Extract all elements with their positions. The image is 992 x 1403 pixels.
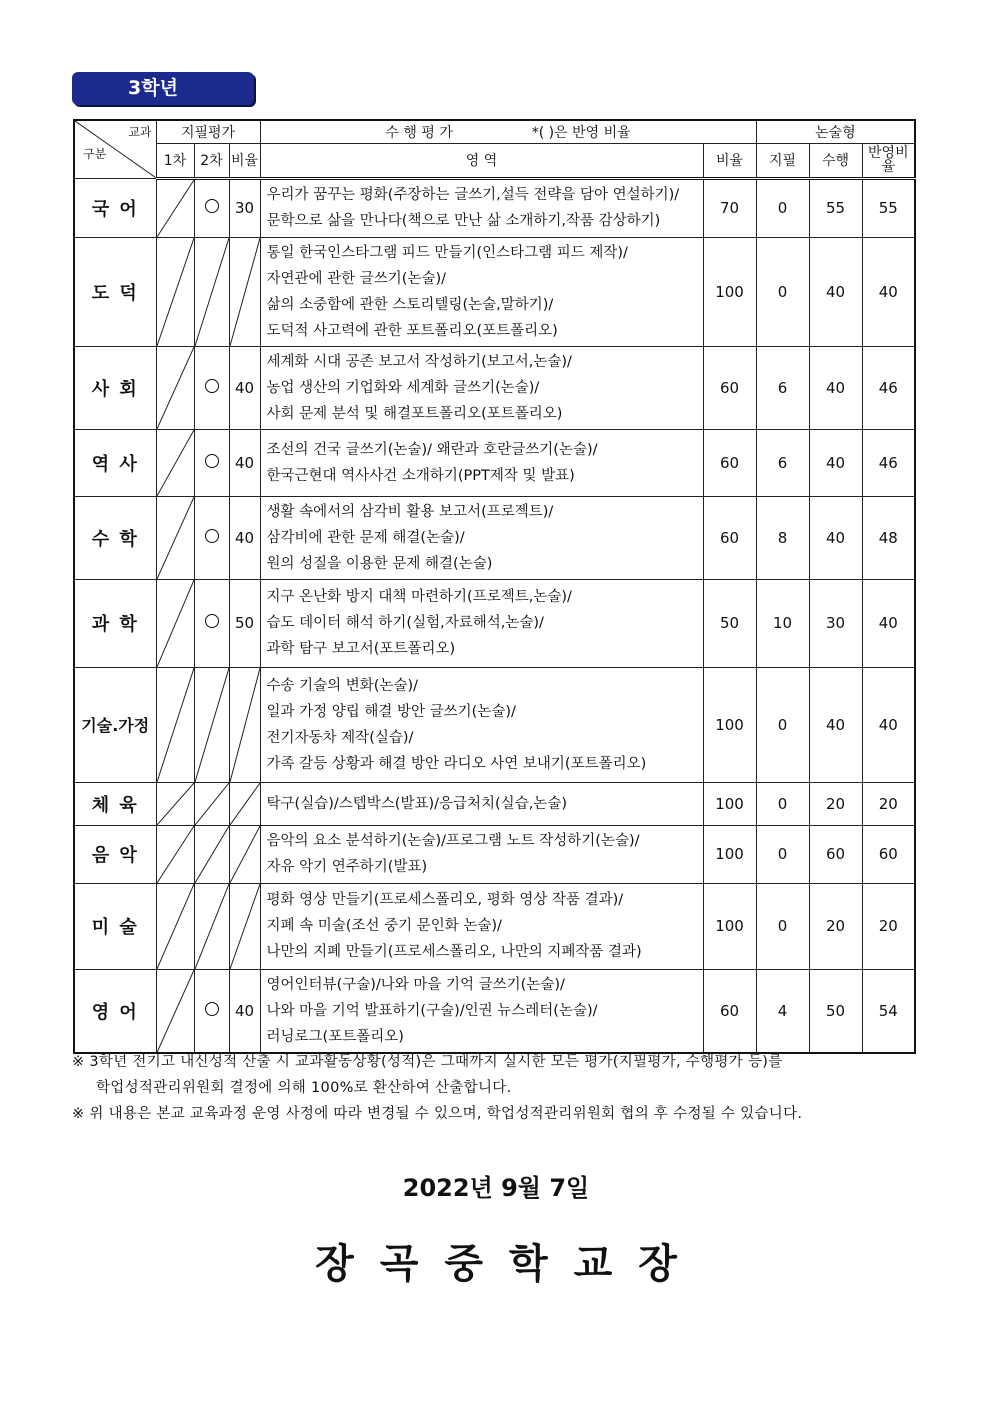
header-performance: 수 행 평 가 *( )은 반영 비율 xyxy=(260,120,756,143)
first-exam-empty xyxy=(156,579,194,667)
second-exam-mark xyxy=(194,579,229,667)
second-exam-mark xyxy=(194,429,229,496)
footnote-1-continued: 학업성적관리위원회 결정에 의해 100%로 환산하여 산출합니다. xyxy=(96,1080,512,1096)
essay-ratio: 60 xyxy=(862,825,915,883)
written-ratio: 40 xyxy=(229,496,260,579)
performance-areas xyxy=(260,883,703,969)
essay-written: 10 xyxy=(756,579,809,667)
table-row xyxy=(74,883,915,969)
evaluation-table xyxy=(73,119,916,1054)
subject-name: 미 술 xyxy=(74,883,156,969)
footnotes xyxy=(72,1049,922,1127)
essay-performance: 60 xyxy=(809,825,862,883)
area-item: 지구 온난화 방지 대책 마련하기(프로젝트,논술)/ xyxy=(266,589,572,605)
first-exam-empty xyxy=(156,782,194,825)
first-exam-empty xyxy=(156,667,194,782)
first-exam-empty xyxy=(156,969,194,1053)
essay-performance: 20 xyxy=(809,782,862,825)
subject-name: 기술.가정 xyxy=(74,667,156,782)
first-exam-empty xyxy=(156,346,194,429)
essay-written: 0 xyxy=(756,883,809,969)
area-item: 도덕적 사고력에 관한 포트폴리오(포트폴리오) xyxy=(266,322,558,339)
header-performance-note: *( )은 반영 비율 xyxy=(531,124,631,141)
performance-ratio: 100 xyxy=(703,667,756,782)
subject-name: 역 사 xyxy=(74,429,156,496)
area-item: 삼각비에 관한 문제 해결(논술)/ xyxy=(266,529,465,546)
performance-areas xyxy=(260,825,703,883)
essay-written: 0 xyxy=(756,825,809,883)
header-essay-ratio: 반영비 율 xyxy=(862,143,915,178)
essay-written: 0 xyxy=(756,178,809,237)
written-ratio-empty xyxy=(229,825,260,883)
table-row xyxy=(74,237,915,346)
area-item: 전기자동차 제작(실습)/ xyxy=(266,729,414,746)
essay-ratio: 46 xyxy=(862,429,915,496)
subject-name: 사 회 xyxy=(74,346,156,429)
subject-name: 영 어 xyxy=(74,969,156,1053)
performance-areas xyxy=(260,429,703,496)
area-item: 과학 탐구 보고서(포트폴리오) xyxy=(266,641,456,657)
header-essay-written: 지필 xyxy=(756,143,809,178)
area-item: 평화 영상 만들기(프로세스폴리오, 평화 영상 작품 결과)/ xyxy=(266,892,624,908)
performance-ratio: 60 xyxy=(703,346,756,429)
essay-ratio: 46 xyxy=(862,346,915,429)
performance-areas xyxy=(260,667,703,782)
written-ratio: 50 xyxy=(229,579,260,667)
area-item: 나만의 지폐 만들기(프로세스폴리오, 나만의 지폐작품 결과) xyxy=(266,944,642,960)
area-item: 지폐 속 미술(조선 중기 문인화 논술)/ xyxy=(266,918,502,934)
area-item: 세계화 시대 공존 보고서 작성하기(보고서,논술)/ xyxy=(266,353,572,370)
subject-name: 수 학 xyxy=(74,496,156,579)
area-item: 습도 데이터 해석 하기(실험,자료해석,논술)/ xyxy=(266,615,544,631)
performance-ratio: 100 xyxy=(703,825,756,883)
essay-performance: 30 xyxy=(809,579,862,667)
performance-ratio: 70 xyxy=(703,178,756,237)
performance-ratio: 50 xyxy=(703,579,756,667)
header-ratio: 비율 xyxy=(229,143,260,178)
essay-performance: 40 xyxy=(809,237,862,346)
written-ratio: 30 xyxy=(229,178,260,237)
area-item: 원의 성질을 이용한 문제 해결(논술) xyxy=(266,555,493,572)
second-exam-empty xyxy=(194,237,229,346)
header-essay-performance: 수행 xyxy=(809,143,862,178)
written-ratio: 40 xyxy=(229,969,260,1053)
essay-written: 6 xyxy=(756,429,809,496)
performance-ratio: 100 xyxy=(703,883,756,969)
subject-name: 국 어 xyxy=(74,178,156,237)
area-item: 나와 마을 기억 발표하기(구술)/인권 뉴스레터(논술)/ xyxy=(266,1002,598,1019)
performance-areas xyxy=(260,178,703,237)
essay-performance: 40 xyxy=(809,429,862,496)
essay-written: 4 xyxy=(756,969,809,1053)
second-exam-mark xyxy=(194,969,229,1053)
essay-ratio: 40 xyxy=(862,579,915,667)
area-item: 농업 생산의 기업화와 세계화 글쓰기(논술)/ xyxy=(266,379,540,396)
table-row xyxy=(74,429,915,496)
written-ratio-empty xyxy=(229,883,260,969)
essay-written: 6 xyxy=(756,346,809,429)
first-exam-empty xyxy=(156,429,194,496)
circle-mark-icon xyxy=(205,529,219,543)
written-ratio: 40 xyxy=(229,346,260,429)
essay-ratio: 20 xyxy=(862,883,915,969)
first-exam-empty xyxy=(156,496,194,579)
essay-written: 0 xyxy=(756,782,809,825)
footnote-2: ※ 위 내용은 본교 교육과정 운영 사정에 따라 변경될 수 있으며, 학업성적관리위원회 협의 후 수정될 수 있습니다. xyxy=(72,1106,803,1122)
table-row xyxy=(74,969,915,1053)
subject-name: 음 악 xyxy=(74,825,156,883)
first-exam-empty xyxy=(156,178,194,237)
written-ratio: 40 xyxy=(229,429,260,496)
essay-performance: 50 xyxy=(809,969,862,1053)
essay-performance: 40 xyxy=(809,667,862,782)
document-date: 2022년 9월 7일 xyxy=(402,1174,590,1202)
circle-mark-icon xyxy=(205,1002,219,1016)
area-item: 조선의 건국 글쓰기(논술)/ 왜란과 호란글쓰기(논술)/ xyxy=(266,441,598,458)
performance-areas xyxy=(260,782,703,825)
area-item: 문학으로 삶을 만나다(책으로 만난 삶 소개하기,작품 감상하기) xyxy=(266,213,661,229)
grade-badge xyxy=(72,72,254,105)
essay-ratio: 55 xyxy=(862,178,915,237)
second-exam-mark xyxy=(194,178,229,237)
first-exam-empty xyxy=(156,237,194,346)
circle-mark-icon xyxy=(205,379,219,393)
first-exam-empty xyxy=(156,825,194,883)
written-ratio-empty xyxy=(229,782,260,825)
essay-ratio: 20 xyxy=(862,782,915,825)
table-row xyxy=(74,667,915,782)
performance-ratio: 100 xyxy=(703,782,756,825)
first-exam-empty xyxy=(156,883,194,969)
table-row xyxy=(74,178,915,237)
area-item: 일과 가정 양립 해결 방안 글쓰기(논술)/ xyxy=(266,703,516,720)
essay-performance: 40 xyxy=(809,496,862,579)
area-item: 생활 속에서의 삼각비 활용 보고서(프로젝트)/ xyxy=(266,503,554,520)
performance-ratio: 60 xyxy=(703,969,756,1053)
table-row xyxy=(74,782,915,825)
area-item: 러닝로그(포트폴리오) xyxy=(266,1028,404,1045)
area-item: 자유 악기 연주하기(발표) xyxy=(266,859,428,875)
header-category-label: 구분 xyxy=(83,146,107,161)
header-area: 영 역 xyxy=(260,143,703,178)
table-row xyxy=(74,579,915,667)
header-first: 1차 xyxy=(156,143,194,178)
header-diagonal-cell xyxy=(74,120,156,178)
essay-written: 0 xyxy=(756,237,809,346)
area-item: 사회 문제 분석 및 해결포트폴리오(포트폴리오) xyxy=(266,405,563,422)
area-item: 한국근현대 역사사건 소개하기(PPT제작 및 발표) xyxy=(266,467,575,484)
area-item: 영어인터뷰(구술)/나와 마을 기억 글쓰기(논술)/ xyxy=(266,976,565,993)
table-row xyxy=(74,825,915,883)
subject-name: 과 학 xyxy=(74,579,156,667)
performance-ratio: 60 xyxy=(703,496,756,579)
area-item: 음악의 요소 분석하기(논술)/프로그램 노트 작성하기(논술)/ xyxy=(266,833,640,849)
performance-areas xyxy=(260,237,703,346)
area-item: 수송 기술의 변화(논술)/ xyxy=(266,677,419,694)
performance-areas xyxy=(260,496,703,579)
area-item: 가족 갈등 상황과 해결 방안 라디오 사연 보내기(포트폴리오) xyxy=(266,755,647,772)
performance-ratio: 60 xyxy=(703,429,756,496)
second-exam-empty xyxy=(194,667,229,782)
essay-performance: 40 xyxy=(809,346,862,429)
second-exam-empty xyxy=(194,883,229,969)
area-item: 통일 한국인스타그램 피드 만들기(인스타그램 피드 제작)/ xyxy=(266,244,628,261)
table-row xyxy=(74,346,915,429)
circle-mark-icon xyxy=(205,614,219,628)
essay-performance: 55 xyxy=(809,178,862,237)
performance-areas xyxy=(260,579,703,667)
essay-written: 0 xyxy=(756,667,809,782)
header-written-exam: 지필평가 xyxy=(156,120,260,143)
principal-signature: 장곡중학교장 xyxy=(315,1241,703,1287)
performance-ratio: 100 xyxy=(703,237,756,346)
grade-badge-label: 3학년 xyxy=(128,77,178,99)
circle-mark-icon xyxy=(205,199,219,213)
essay-ratio: 40 xyxy=(862,237,915,346)
area-item: 삶의 소중함에 관한 스토리텔링(논술,말하기)/ xyxy=(266,296,554,313)
area-item: 탁구(실습)/스텝박스(발표)/응급처치(실습,논술) xyxy=(266,795,567,812)
area-item: 자연관에 관한 글쓰기(논술)/ xyxy=(266,270,447,287)
written-ratio-empty xyxy=(229,237,260,346)
header-essay: 논술형 xyxy=(756,120,915,143)
second-exam-mark xyxy=(194,496,229,579)
footnote-1: ※ 3학년 전기고 내신성적 산출 시 교과활동상황(성적)은 그때까지 실시한 모든 평가(지필평가, 수행평가 등)를 xyxy=(72,1054,783,1070)
subject-name: 체 육 xyxy=(74,782,156,825)
header-performance-ratio: 비율 xyxy=(703,143,756,178)
essay-written: 8 xyxy=(756,496,809,579)
header-second: 2차 xyxy=(194,143,229,178)
performance-areas xyxy=(260,969,703,1053)
circle-mark-icon xyxy=(205,454,219,468)
written-ratio-empty xyxy=(229,667,260,782)
area-item: 우리가 꿈꾸는 평화(주장하는 글쓰기,설득 전략을 담아 연설하기)/ xyxy=(266,187,680,203)
second-exam-mark xyxy=(194,346,229,429)
second-exam-empty xyxy=(194,825,229,883)
table-row xyxy=(74,496,915,579)
essay-ratio: 40 xyxy=(862,667,915,782)
essay-ratio: 54 xyxy=(862,969,915,1053)
essay-performance: 20 xyxy=(809,883,862,969)
performance-areas xyxy=(260,346,703,429)
subject-name: 도 덕 xyxy=(74,237,156,346)
essay-ratio: 48 xyxy=(862,496,915,579)
header-subject-label: 교과 xyxy=(128,125,152,139)
second-exam-empty xyxy=(194,782,229,825)
